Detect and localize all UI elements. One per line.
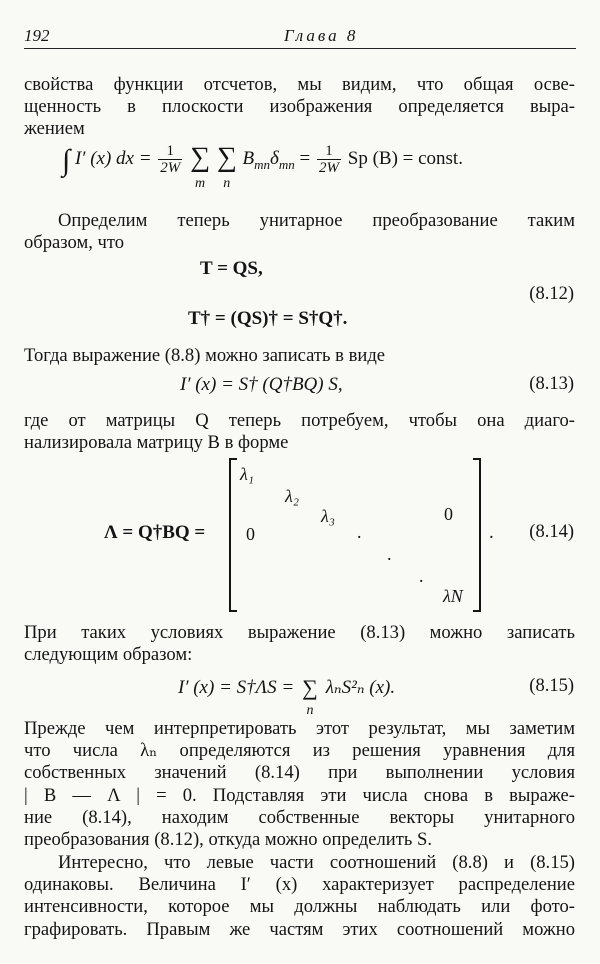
text-line: свойства функции отсчетов, мы видим, что общая осве- <box>24 74 575 95</box>
lambda-matrix <box>229 458 481 610</box>
equation-number-8-12: (8.12) <box>529 284 574 304</box>
fraction-2: $\frac{1}{2W}$ <box>319 143 339 176</box>
paragraph-6 <box>24 718 575 851</box>
paragraph-1 <box>24 74 575 141</box>
equation-8-15-lhs: I′ (x) = S†ΛS = <box>178 677 295 698</box>
matrix-dot: . <box>357 522 362 542</box>
term-b: $B_{mn}\delta_{mn}$ <box>242 147 295 172</box>
page-header <box>24 26 576 50</box>
paragraph-4 <box>24 410 575 454</box>
text-line: ние (8.14), находим собственные векторы унитарного <box>24 806 575 828</box>
paragraph-5 <box>24 622 575 666</box>
matrix-zero-lower: 0 <box>246 524 255 544</box>
equation-8-13: I′ (x) = S† (Q†BQ) S, <box>180 374 343 395</box>
text-line: Определим теперь унитарное преобразование таким <box>58 210 575 231</box>
equation-8-14-lhs: Λ = Q†BQ = <box>104 522 206 543</box>
text-line: интенсивности, которое мы должны наблюдать или фото- <box>24 896 575 918</box>
equation-number-8-13: (8.13) <box>529 374 574 394</box>
equation-8-15-rhs: λₙS²ₙ (x). <box>325 677 396 698</box>
text-line: Интересно, что левые части соотношений (8.8) и (8.15) <box>58 852 575 873</box>
text-line: следующим образом: <box>24 644 193 666</box>
equation-8-15 <box>178 675 396 718</box>
text-line: одинаковы. Величина I′ (x) характеризует распределение <box>24 874 575 896</box>
equation-lhs: I′ (x) dx = <box>74 147 152 169</box>
text-line: собственных значений (8.14) при выполнении условия <box>24 762 575 784</box>
text-line: нализировала матрицу B в форме <box>24 432 289 454</box>
header-rule <box>24 48 576 49</box>
matrix-zero-upper: 0 <box>444 504 453 524</box>
matrix-right-bracket <box>473 458 481 612</box>
integral-equation: ∫ I′ (x) dx = $\frac{1}{2W}$ ∑ m ∑ n $B_{mn}\delta_{mn}$ = $\frac{1}{2W}$ Sp (B) = const. <box>62 141 463 191</box>
sum-m: ∑ m <box>190 141 211 191</box>
matrix-lambda-n: λN <box>443 586 463 606</box>
text-line: образом, что <box>24 232 125 254</box>
matrix-left-bracket <box>229 458 237 612</box>
running-head: Глава 8 <box>284 26 359 45</box>
text-line: жением <box>24 118 85 140</box>
text-line: преобразования (8.12), откуда можно определить S. <box>24 828 432 850</box>
text-line: При таких условиях выражение (8.13) можно записать <box>24 622 575 643</box>
equation-8-12-line-1: T = QS, <box>200 258 263 279</box>
text-line: Тогда выражение (8.8) можно записать в виде <box>24 345 386 366</box>
matrix-dot: . <box>419 566 424 586</box>
matrix-dot: . <box>387 544 392 564</box>
sum-n: ∑ n <box>302 675 318 718</box>
paragraph-3 <box>24 345 575 367</box>
paragraph-7 <box>24 852 575 941</box>
text-line: графировать. Правым же частям этих соотношений можно <box>24 918 575 940</box>
text-line: Прежде чем интерпретировать этот результат, мы заметим <box>24 718 575 739</box>
sum-n: ∑ n <box>216 141 237 191</box>
matrix-lambda-3: λ₃ <box>321 506 336 526</box>
page-number: 192 <box>24 26 50 45</box>
matrix-lambda-1: λ₁ <box>240 464 255 484</box>
equation-number-8-14: (8.14) <box>529 522 574 542</box>
matrix-lambda-2: λ₂ <box>285 486 300 506</box>
text-line: где от матрицы Q теперь потребуем, чтобы она диаго- <box>24 410 575 431</box>
text-line: что числа λₙ определяются из решения уравнения для <box>24 740 575 762</box>
text-line: | B — Λ | = 0. Подставляя эти числа снова в выраже- <box>24 784 575 806</box>
integral-sign: ∫ <box>62 143 71 177</box>
equation-8-12-line-2: T† = (QS)† = S†Q†. <box>188 308 348 329</box>
equation-tail: Sp (B) = const. <box>347 147 463 169</box>
fraction: $\frac{1}{2W}$ <box>160 143 181 176</box>
equation-number-8-15: (8.15) <box>529 676 574 696</box>
paragraph-2 <box>24 210 575 254</box>
equation-8-14-period: . <box>489 522 494 543</box>
text-line: щенность в плоскости изображения определяется выра- <box>24 96 575 118</box>
